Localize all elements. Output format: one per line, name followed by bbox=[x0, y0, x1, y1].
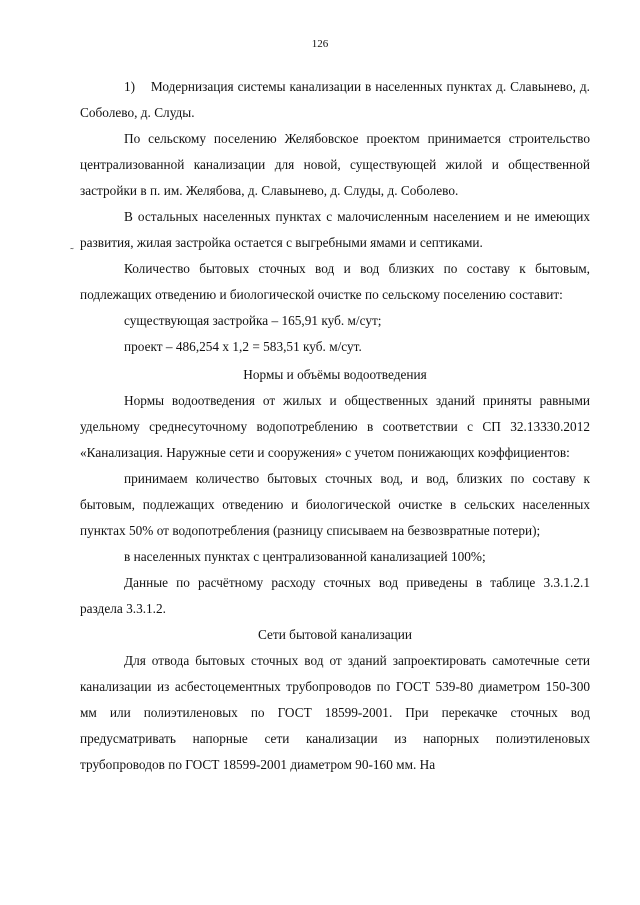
paragraph-modernization: 1) Модернизация системы канализации в населенных пунктах д. Славынево, д. Соболево, д. Слуды. bbox=[80, 79, 590, 120]
paragraph-project-volume: проект – 486,254 x 1,2 = 583,51 куб. м/сут. bbox=[124, 339, 362, 354]
section-heading-norms: Нормы и объёмы водоотведения bbox=[243, 367, 427, 382]
paragraph-centralized-norm: в населенных пунктах с централизованной канализацией 100%; bbox=[124, 549, 486, 564]
section-heading-sewer-networks: Сети бытовой канализации bbox=[258, 627, 412, 642]
page-number: 126 bbox=[311, 38, 329, 50]
paragraph-other-settlements: В остальных населенных пунктах с малочисленным населением и не имеющих развития, жилая застройка остается с выгребными ямами и септиками. bbox=[80, 209, 590, 250]
page-content bbox=[80, 74, 590, 778]
paragraph-wastewater-volume: Количество бытовых сточных вод и вод близких по составу к бытовым, подлежащих отведению и биологической очистке по сельскому поселению составит: bbox=[80, 261, 590, 302]
paragraph-norms: Нормы водоотведения от жилых и общественных зданий приняты равными удельному среднесуточному водопотреблению в соответствии с СП 32.13330.2012 «Канализация. Наружные сети и сооружения» с учетом понижающих коэффициентов: bbox=[80, 393, 590, 460]
paragraph-table-reference: Данные по расчётному расходу сточных вод приведены в таблице 3.3.1.2.1 раздела 3.3.1.2. bbox=[80, 575, 590, 616]
paragraph-existing-buildings: существующая застройка – 165,91 куб. м/сут; bbox=[124, 313, 382, 328]
scan-mark: ˜ bbox=[70, 246, 74, 258]
paragraph-centralized-sewerage: По сельскому поселению Желябовское проектом принимается строительство централизованной канализации для новой, существующей жилой и общественной застройки в п. им. Желябова, д. Славынево, д. Слуды, д. Соболево. bbox=[80, 131, 590, 198]
paragraph-sewer-networks: Для отвода бытовых сточных вод от зданий запроектировать самотечные сети канализации из асбестоцементных трубопроводов по ГОСТ 539-80 диаметром 150-300 мм или полиэтиленовых по ГОСТ 18599-2001. При перекачке сточных вод предусматривать напорные сети канализации из напорных полиэтиленовых трубопроводов по ГОСТ 18599-2001 диаметром 90-160 мм. На bbox=[80, 653, 590, 772]
paragraph-rural-norm: принимаем количество бытовых сточных вод, и вод, близких по составу к бытовым, подлежащих отведению и биологической очистке в сельских населенных пунктах 50% от водопотребления (разницу списываем на безвозвратные потери); bbox=[80, 471, 590, 538]
